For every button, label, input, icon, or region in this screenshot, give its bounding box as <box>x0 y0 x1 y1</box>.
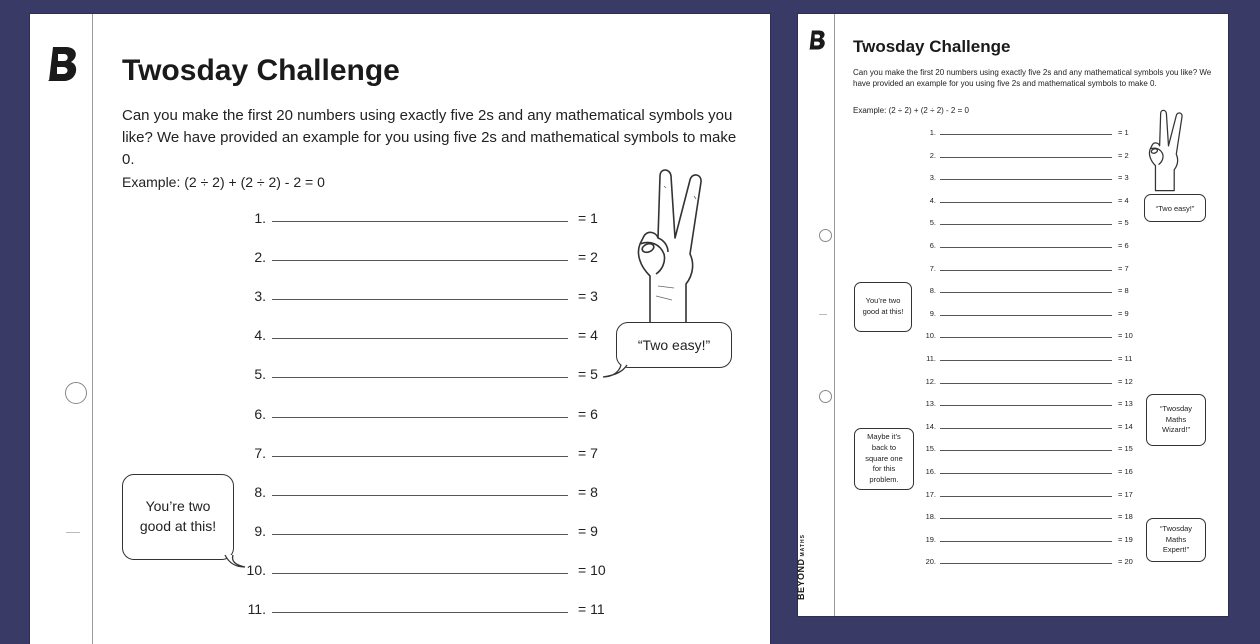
row-result: = 1 <box>1118 128 1129 137</box>
row-result: = 7 <box>1118 263 1129 273</box>
bubble-text: You’re two good at this! <box>139 498 217 534</box>
answer-row <box>230 402 598 422</box>
answer-row <box>908 215 1129 227</box>
answer-blank[interactable] <box>940 224 1112 225</box>
answer-blank[interactable] <box>272 417 568 418</box>
answer-blank[interactable] <box>940 383 1112 384</box>
answer-row <box>230 519 598 539</box>
row-number: 20. <box>925 557 936 567</box>
row-number: 17. <box>925 489 936 499</box>
answer-blank[interactable] <box>940 247 1112 248</box>
row-result: = 16 <box>1118 467 1133 476</box>
speech-bubble-two-good <box>854 282 912 332</box>
speech-bubble-maths-expert <box>1146 518 1206 562</box>
row-number: 2. <box>929 150 936 160</box>
row-result: = 11 <box>1118 354 1133 363</box>
answer-blank[interactable] <box>940 450 1112 451</box>
margin-tick <box>819 314 827 315</box>
answer-row <box>908 487 1133 499</box>
logo-icon <box>808 28 828 52</box>
bubble-text: “Two easy!” <box>637 337 711 353</box>
row-number: 18. <box>925 512 936 522</box>
row-number: 3. <box>254 288 266 305</box>
speech-bubble-two-good <box>122 474 234 560</box>
answer-blank[interactable] <box>940 563 1112 564</box>
answer-blank[interactable] <box>940 134 1112 135</box>
answer-blank[interactable] <box>940 202 1112 203</box>
answer-blank[interactable] <box>940 157 1112 158</box>
brand-logo-text <box>796 534 806 600</box>
row-result: = 17 <box>1118 489 1133 499</box>
intro-text: Can you make the first 20 numbers using exactly five 2s and any mathematical symbols you like? We have provided an example for you using five 2s and mathematical symbols to make 0. <box>122 107 737 168</box>
answer-row <box>908 441 1133 453</box>
bubble-text: “Twosday Maths Wizard!” <box>1159 403 1193 435</box>
row-result: = 3 <box>578 288 598 305</box>
answer-row <box>908 306 1129 318</box>
answer-blank[interactable] <box>940 405 1112 406</box>
answer-blank[interactable] <box>940 337 1112 338</box>
answer-blank[interactable] <box>272 573 568 574</box>
row-number: 2. <box>254 249 266 266</box>
peace-hand-icon <box>628 166 724 326</box>
answer-row <box>908 532 1133 544</box>
row-number: 11. <box>247 601 266 617</box>
worksheet-page-large <box>30 14 770 644</box>
answer-blank[interactable] <box>940 270 1112 271</box>
row-number: 10. <box>246 561 266 578</box>
speech-bubble-maths-wizard <box>1146 394 1206 446</box>
speech-bubble-two-easy <box>616 322 732 368</box>
answer-row <box>230 206 598 226</box>
row-number: 13. <box>925 399 936 409</box>
row-result: = 5 <box>1118 218 1129 228</box>
row-number: 14. <box>925 421 936 431</box>
page-title: Twosday Challenge <box>853 37 1011 56</box>
row-number: 7. <box>254 444 266 461</box>
row-number: 1. <box>929 128 936 137</box>
speech-bubble-two-easy <box>1144 194 1206 222</box>
row-result: = 14 <box>1118 421 1133 431</box>
answer-blank[interactable] <box>940 473 1112 474</box>
row-result: = 12 <box>1118 376 1133 386</box>
row-number: 1. <box>254 210 266 226</box>
answer-blank[interactable] <box>272 221 568 222</box>
punch-hole <box>819 229 832 242</box>
row-result: = 19 <box>1118 534 1133 544</box>
peace-hand-icon <box>1144 104 1194 196</box>
row-number: 11. <box>926 354 936 363</box>
row-result: = 2 <box>1118 150 1129 160</box>
row-number: 3. <box>929 173 936 183</box>
intro-text: Can you make the first 20 numbers using exactly five 2s and any mathematical symbols you like? We have provided an example for you using five 2s and mathematical symbols to make 0. <box>853 68 1212 89</box>
row-result: = 20 <box>1118 557 1133 567</box>
bubble-tail <box>223 555 243 569</box>
row-result: = 7 <box>578 444 598 461</box>
answer-blank[interactable] <box>940 179 1112 180</box>
answer-row <box>908 283 1129 295</box>
answer-blank[interactable] <box>272 456 568 457</box>
answer-row <box>908 170 1129 182</box>
margin-line <box>834 14 835 616</box>
row-result: = 10 <box>1118 331 1133 341</box>
answer-blank[interactable] <box>272 534 568 535</box>
row-number: 9. <box>929 308 936 318</box>
answer-blank[interactable] <box>940 428 1112 429</box>
answer-row <box>230 597 605 617</box>
speech-bubble-square-one <box>854 428 914 490</box>
margin-tick <box>66 532 80 533</box>
brand-sub: MATHS <box>800 534 806 557</box>
margin-line <box>92 14 93 644</box>
row-number: 4. <box>929 195 936 205</box>
bubble-text: “Twosday Maths Expert!” <box>1159 523 1193 555</box>
answer-row <box>230 480 598 500</box>
row-result: = 6 <box>1118 241 1129 250</box>
row-result: = 8 <box>1118 286 1129 296</box>
example-text: Example: (2 ÷ 2) + (2 ÷ 2) - 2 = 0 <box>122 174 325 190</box>
answer-row <box>230 441 598 461</box>
row-number: 9. <box>254 522 266 539</box>
row-number: 19. <box>925 534 936 544</box>
worksheet-page-small <box>798 14 1228 616</box>
answer-row <box>908 396 1133 408</box>
answer-blank[interactable] <box>940 292 1112 293</box>
answer-blank[interactable] <box>272 338 568 339</box>
page-title: Twosday Challenge <box>122 54 400 87</box>
row-number: 6. <box>254 405 266 422</box>
row-number: 8. <box>929 286 936 296</box>
answer-blank[interactable] <box>272 299 568 300</box>
answer-row <box>908 328 1133 340</box>
answer-blank[interactable] <box>272 260 568 261</box>
row-number: 6. <box>929 241 936 250</box>
row-number: 8. <box>254 483 266 500</box>
answer-row <box>908 193 1129 205</box>
answer-blank[interactable] <box>940 518 1112 519</box>
row-result: = 10 <box>578 561 606 578</box>
row-result: = 6 <box>578 405 598 422</box>
row-result: = 13 <box>1118 399 1133 409</box>
answer-row <box>230 323 598 343</box>
answer-row <box>908 238 1129 250</box>
row-result: = 9 <box>1118 308 1129 318</box>
answer-row <box>908 374 1133 386</box>
punch-hole <box>65 382 87 404</box>
row-result: = 5 <box>578 366 598 383</box>
answer-row <box>908 419 1133 431</box>
row-number: 10. <box>925 331 936 341</box>
example-text: Example: (2 ÷ 2) + (2 ÷ 2) - 2 = 0 <box>853 106 969 115</box>
bubble-text: Maybe it’s back to square one for this problem. <box>865 431 903 485</box>
answer-blank[interactable] <box>272 377 568 378</box>
row-number: 15. <box>925 444 936 454</box>
row-result: = 15 <box>1118 444 1133 454</box>
row-number: 12. <box>925 376 936 386</box>
row-number: 16. <box>925 467 936 476</box>
answer-row <box>230 362 598 382</box>
answer-row <box>908 351 1132 363</box>
logo-icon <box>46 44 82 84</box>
row-result: = 18 <box>1118 512 1133 522</box>
row-result: = 4 <box>578 327 598 344</box>
answer-row <box>230 284 598 304</box>
answer-row <box>908 261 1129 273</box>
row-result: = 2 <box>578 249 598 266</box>
row-number: 4. <box>254 327 266 344</box>
bubble-text: You’re two good at this! <box>862 296 904 316</box>
answer-blank[interactable] <box>940 315 1112 316</box>
answer-blank[interactable] <box>940 541 1112 542</box>
row-number: 5. <box>929 218 936 228</box>
answer-row <box>908 125 1129 137</box>
row-result: = 4 <box>1118 195 1129 205</box>
answer-row <box>908 509 1133 521</box>
row-result: = 8 <box>578 483 598 500</box>
answer-blank[interactable] <box>940 360 1112 361</box>
row-result: = 11 <box>578 601 605 617</box>
brand-main: BEYOND <box>796 558 806 600</box>
row-result: = 9 <box>578 522 598 539</box>
answer-row <box>230 245 598 265</box>
row-result: = 1 <box>578 210 598 226</box>
answer-blank[interactable] <box>272 495 568 496</box>
punch-hole <box>819 390 832 403</box>
answer-row <box>230 558 606 578</box>
bubble-tail <box>615 365 631 379</box>
bubble-text: “Two easy!” <box>1155 203 1195 213</box>
row-number: 5. <box>254 366 266 383</box>
answer-blank[interactable] <box>940 496 1112 497</box>
answer-row <box>908 554 1133 566</box>
row-result: = 3 <box>1118 173 1129 183</box>
answer-row <box>908 148 1129 160</box>
answer-row <box>908 464 1133 476</box>
row-number: 7. <box>929 263 936 273</box>
answer-blank[interactable] <box>272 612 568 613</box>
